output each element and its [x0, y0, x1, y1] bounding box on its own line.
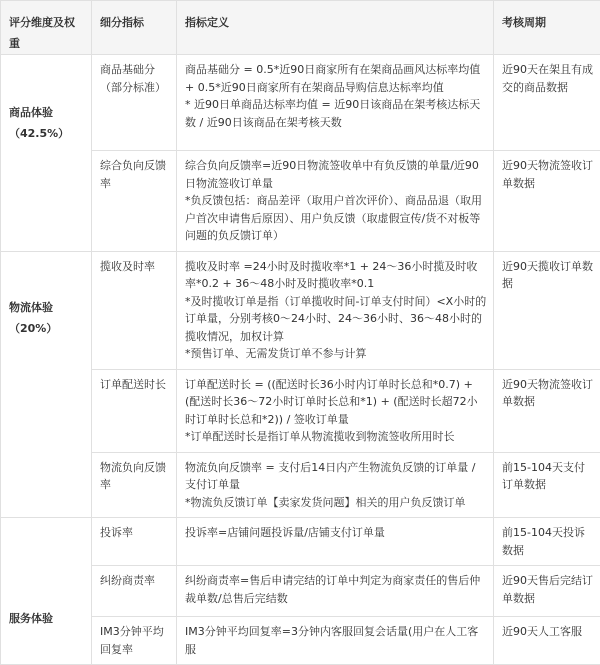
table-row: [1, 518, 600, 566]
period-cell: 近90天人工客服: [494, 617, 600, 665]
header-period: 考核周期: [494, 1, 600, 55]
dimension-cell-service: [1, 518, 92, 665]
dimension-name: 商品体验: [9, 102, 85, 123]
definition-cell: 商品基础分 = 0.5*近90日商家所有在架商品画风达标率均值 + 0.5*近90日商家所有在架商品导购信息达标率均值 * 近90日单商品达标率均值 = 近90日该商品在架考核达标天数 / 近90日该商品在架考核天数: [177, 55, 494, 151]
metric-cell: IM3分钟平均回复率: [92, 617, 177, 665]
metric-cell: 物流负向反馈率: [92, 452, 177, 518]
table-header-row: [1, 1, 600, 55]
definition-cell: 物流负向反馈率 = 支付后14日内产生物流负反馈的订单量 / 支付订单量 *物流负反馈订单【卖家发货问题】相关的用户负反馈订单: [177, 452, 494, 518]
period-cell: 近90天物流签收订单数据: [494, 369, 600, 452]
definition-cell: 纠纷商责率=售后申请完结的订单中判定为商家责任的售后仲裁单数/总售后完结数: [177, 566, 494, 617]
metric-cell: 商品基础分 （部分标准）: [92, 55, 177, 151]
metric-cell: 纠纷商责率: [92, 566, 177, 617]
definition-cell: 订单配送时长 = ((配送时长36小时内订单时长总和*0.7) + (配送时长36～72小时订单时长总和*1) + (配送时长超72小时订单时长总和*2)) / 签收订单量 *订单配送时长是指订单从物流揽收到物流签收所用时长: [177, 369, 494, 452]
dimension-weight: （20%）: [9, 318, 85, 339]
definition-cell: 投诉率=店铺问题投诉量/店铺支付订单量: [177, 518, 494, 566]
table-row: [1, 251, 600, 369]
period-cell: 前15-104天投诉数据: [494, 518, 600, 566]
header-definition: 指标定义: [177, 1, 494, 55]
definition-cell: 揽收及时率 =24小时及时揽收率*1 + 24～36小时揽及时收率*0.2 + 36～48小时及时揽收率*0.1 *及时揽收订单是指（订单揽收时间-订单支付时间）<X小时的订单量，分别考核0～24小时、24～36小时、36～48小时的揽收情况，加权计算 *预售订单、无需发货订单不参与计算: [177, 251, 494, 369]
dimension-name: 物流体验: [9, 297, 85, 318]
period-cell: 前15-104天支付订单数据: [494, 452, 600, 518]
definition-cell: IM3分钟平均回复率=3分钟内客服回复会话量(用户在人工客服: [177, 617, 494, 665]
dimension-weight: （42.5%）: [9, 123, 85, 144]
header-dimension: 评分维度及权重: [1, 1, 92, 55]
period-cell: 近90天物流签收订单数据: [494, 151, 600, 252]
metric-cell: 投诉率: [92, 518, 177, 566]
dimension-cell-logistics: [1, 251, 92, 518]
metric-cell: 揽收及时率: [92, 251, 177, 369]
table-row: [1, 55, 600, 151]
period-cell: 近90天售后完结订单数据: [494, 566, 600, 617]
dimension-name: 服务体验: [9, 608, 85, 629]
period-cell: 近90天揽收订单数据: [494, 251, 600, 369]
metric-cell: 综合负向反馈率: [92, 151, 177, 252]
metric-cell: 订单配送时长: [92, 369, 177, 452]
definition-cell: 综合负向反馈率=近90日物流签收单中有负反馈的单量/近90日物流签收订单量 *负反馈包括：商品差评（取用户首次评价）、商品品退（取用户首次申请售后原因）、用户负反馈（取虚假宣传/货不对板等问题的负反馈订单）: [177, 151, 494, 252]
dimension-cell-product: [1, 55, 92, 252]
period-cell: 近90天在架且有成交的商品数据: [494, 55, 600, 151]
header-metric: 细分指标: [92, 1, 177, 55]
